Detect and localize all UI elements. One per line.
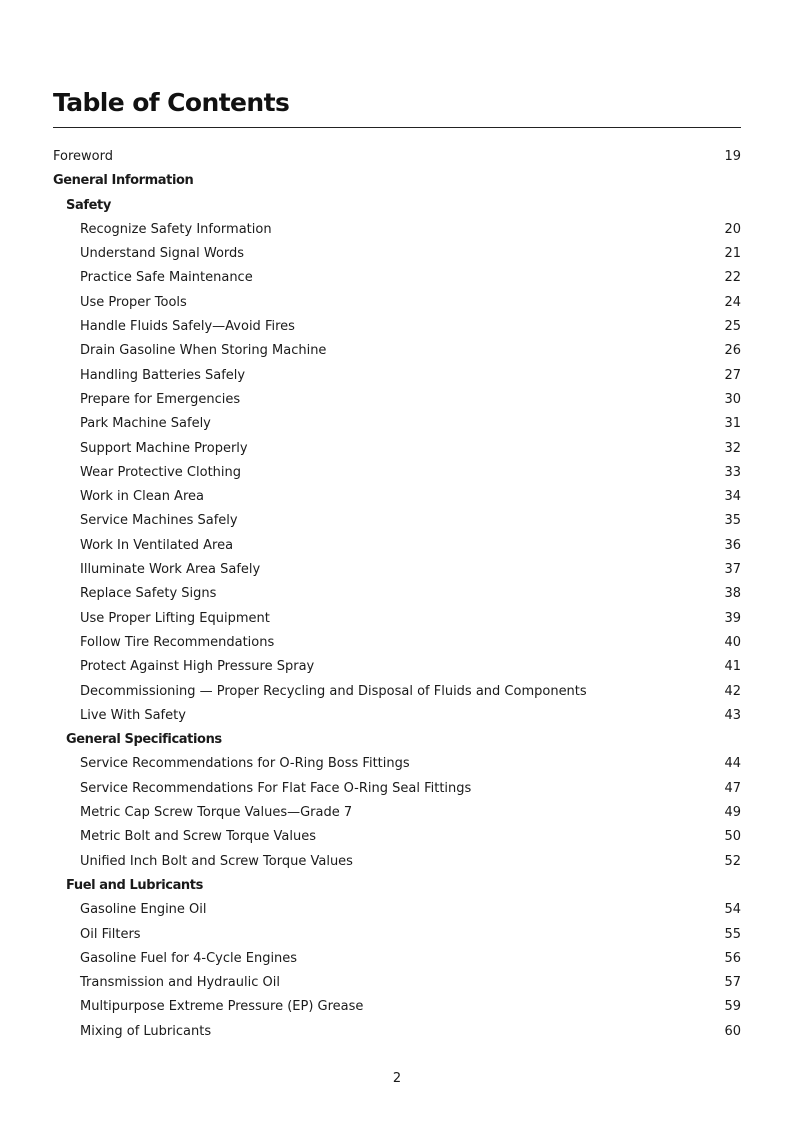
- toc-entry-title: Metric Cap Screw Torque Values—Grade 7: [80, 805, 353, 821]
- toc-entry-page: 22: [724, 270, 741, 286]
- toc-entry[interactable]: [53, 558, 741, 582]
- toc-entry-title: Metric Bolt and Screw Torque Values: [80, 829, 316, 845]
- toc-entry-page: 39: [724, 610, 741, 626]
- toc-entry[interactable]: [53, 825, 741, 849]
- toc-entry[interactable]: [53, 291, 741, 315]
- toc-entry-title: Gasoline Engine Oil: [80, 902, 207, 918]
- toc-entry-title: Understand Signal Words: [80, 246, 245, 262]
- toc-entry[interactable]: [53, 995, 741, 1019]
- toc-entry[interactable]: [53, 461, 741, 485]
- toc-entry-title: Handling Batteries Safely: [80, 367, 246, 383]
- toc-entry-title: Prepare for Emergencies: [80, 391, 241, 407]
- toc-entry-title: Service Machines Safely: [80, 513, 238, 529]
- toc-entry-title: Foreword: [53, 149, 113, 164]
- toc-section-heading: [53, 728, 741, 752]
- toc-entry-page: 24: [724, 294, 741, 310]
- toc-list: [53, 145, 741, 1044]
- toc-section-heading: [53, 874, 741, 898]
- toc-entry[interactable]: [53, 437, 741, 461]
- toc-entry[interactable]: [53, 704, 741, 728]
- toc-entry-page: 26: [724, 343, 741, 359]
- toc-entry-page: 40: [724, 634, 741, 650]
- toc-entry-page: 56: [724, 950, 741, 966]
- toc-entry-page: 54: [724, 902, 741, 918]
- toc-entry[interactable]: [53, 801, 741, 825]
- page-title: Table of Contents: [53, 88, 290, 117]
- toc-entry-title: Practice Safe Maintenance: [80, 270, 253, 286]
- toc-entry-page: 57: [724, 975, 741, 991]
- toc-entry-title: Live With Safety: [80, 707, 186, 723]
- toc-entry-title: Drain Gasoline When Storing Machine: [80, 343, 327, 359]
- title-divider: [53, 127, 741, 128]
- toc-entry[interactable]: [53, 339, 741, 363]
- toc-entry[interactable]: [53, 534, 741, 558]
- toc-entry[interactable]: [53, 388, 741, 412]
- toc-entry-page: 27: [724, 367, 741, 383]
- toc-entry-page: 25: [724, 319, 741, 335]
- toc-entry[interactable]: [53, 631, 741, 655]
- toc-entry-page: 47: [724, 780, 741, 796]
- toc-entry[interactable]: [53, 509, 741, 533]
- toc-entry-page: 50: [724, 829, 741, 845]
- toc-entry-title: Recognize Safety Information: [80, 221, 272, 237]
- toc-entry-page: 20: [724, 221, 741, 237]
- toc-entry[interactable]: [53, 777, 741, 801]
- toc-entry-title: Decommissioning — Proper Recycling and Disposal of Fluids and Components: [80, 683, 587, 699]
- toc-entry[interactable]: [53, 266, 741, 290]
- page-number: 2: [392, 1071, 402, 1086]
- toc-entry-page: 32: [724, 440, 741, 456]
- toc-entry-page: 49: [724, 805, 741, 821]
- toc-entry-page: 41: [724, 659, 741, 675]
- toc-entry[interactable]: [53, 680, 741, 704]
- toc-entry-page: 21: [724, 246, 741, 262]
- toc-entry-title: Use Proper Lifting Equipment: [80, 610, 270, 626]
- toc-section-heading: [53, 169, 741, 193]
- toc-entry-title: Wear Protective Clothing: [80, 464, 242, 480]
- toc-entry-title: Work in Clean Area: [80, 489, 204, 505]
- toc-entry-title: Support Machine Properly: [80, 440, 248, 456]
- toc-entry-page: 37: [724, 562, 741, 578]
- toc-entry-page: 43: [724, 707, 741, 723]
- toc-entry[interactable]: [53, 364, 741, 388]
- toc-entry-title: Mixing of Lubricants: [80, 1023, 212, 1039]
- toc-entry-title: Park Machine Safely: [80, 416, 211, 432]
- toc-entry[interactable]: [53, 242, 741, 266]
- toc-entry[interactable]: [53, 412, 741, 436]
- toc-entry-title: Service Recommendations For Flat Face O-Ring Seal Fittings: [80, 780, 472, 796]
- toc-entry-page: 52: [724, 853, 741, 869]
- toc-entry[interactable]: [53, 947, 741, 971]
- toc-entry-page: 33: [724, 464, 741, 480]
- toc-entry[interactable]: [53, 1020, 741, 1044]
- toc-entry[interactable]: [53, 607, 741, 631]
- toc-entry-title: Multipurpose Extreme Pressure (EP) Grease: [80, 999, 364, 1015]
- toc-entry-page: 44: [724, 756, 741, 772]
- toc-entry[interactable]: [53, 218, 741, 242]
- toc-entry[interactable]: [53, 145, 741, 169]
- toc-entry-title: General Specifications: [66, 732, 222, 748]
- toc-entry[interactable]: [53, 971, 741, 995]
- toc-entry[interactable]: [53, 752, 741, 776]
- toc-entry-title: Follow Tire Recommendations: [80, 634, 275, 650]
- toc-entry-page: 34: [724, 489, 741, 505]
- toc-entry[interactable]: [53, 485, 741, 509]
- toc-entry-page: 19: [724, 149, 741, 164]
- toc-entry-title: General Information: [53, 173, 194, 189]
- toc-entry-page: 42: [724, 683, 741, 699]
- toc-entry[interactable]: [53, 898, 741, 922]
- toc-entry-title: Illuminate Work Area Safely: [80, 562, 261, 578]
- toc-section-heading: [53, 194, 741, 218]
- toc-entry[interactable]: [53, 582, 741, 606]
- toc-entry-page: 30: [724, 391, 741, 407]
- toc-entry-title: Use Proper Tools: [80, 294, 187, 310]
- toc-entry-title: Service Recommendations for O-Ring Boss Fittings: [80, 756, 410, 772]
- toc-entry-title: Replace Safety Signs: [80, 586, 217, 602]
- toc-entry-page: 60: [724, 1023, 741, 1039]
- toc-entry-title: Fuel and Lubricants: [66, 877, 203, 893]
- toc-entry-title: Gasoline Fuel for 4-Cycle Engines: [80, 950, 298, 966]
- toc-entry-title: Work In Ventilated Area: [80, 537, 234, 553]
- toc-entry-page: 31: [724, 416, 741, 432]
- toc-entry-page: 55: [724, 926, 741, 942]
- toc-entry-title: Transmission and Hydraulic Oil: [80, 975, 280, 991]
- toc-entry[interactable]: [53, 850, 741, 874]
- toc-entry[interactable]: [53, 315, 741, 339]
- toc-entry-page: 59: [724, 999, 741, 1015]
- toc-entry-title: Protect Against High Pressure Spray: [80, 659, 315, 675]
- toc-entry-title: Safety: [66, 197, 111, 213]
- toc-entry[interactable]: [53, 655, 741, 679]
- toc-entry-page: 35: [724, 513, 741, 529]
- toc-entry[interactable]: [53, 923, 741, 947]
- toc-entry-page: 38: [724, 586, 741, 602]
- toc-entry-title: Handle Fluids Safely—Avoid Fires: [80, 319, 295, 335]
- toc-entry-title: Unified Inch Bolt and Screw Torque Values: [80, 853, 353, 869]
- toc-entry-page: 36: [724, 537, 741, 553]
- toc-entry-title: Oil Filters: [80, 926, 141, 942]
